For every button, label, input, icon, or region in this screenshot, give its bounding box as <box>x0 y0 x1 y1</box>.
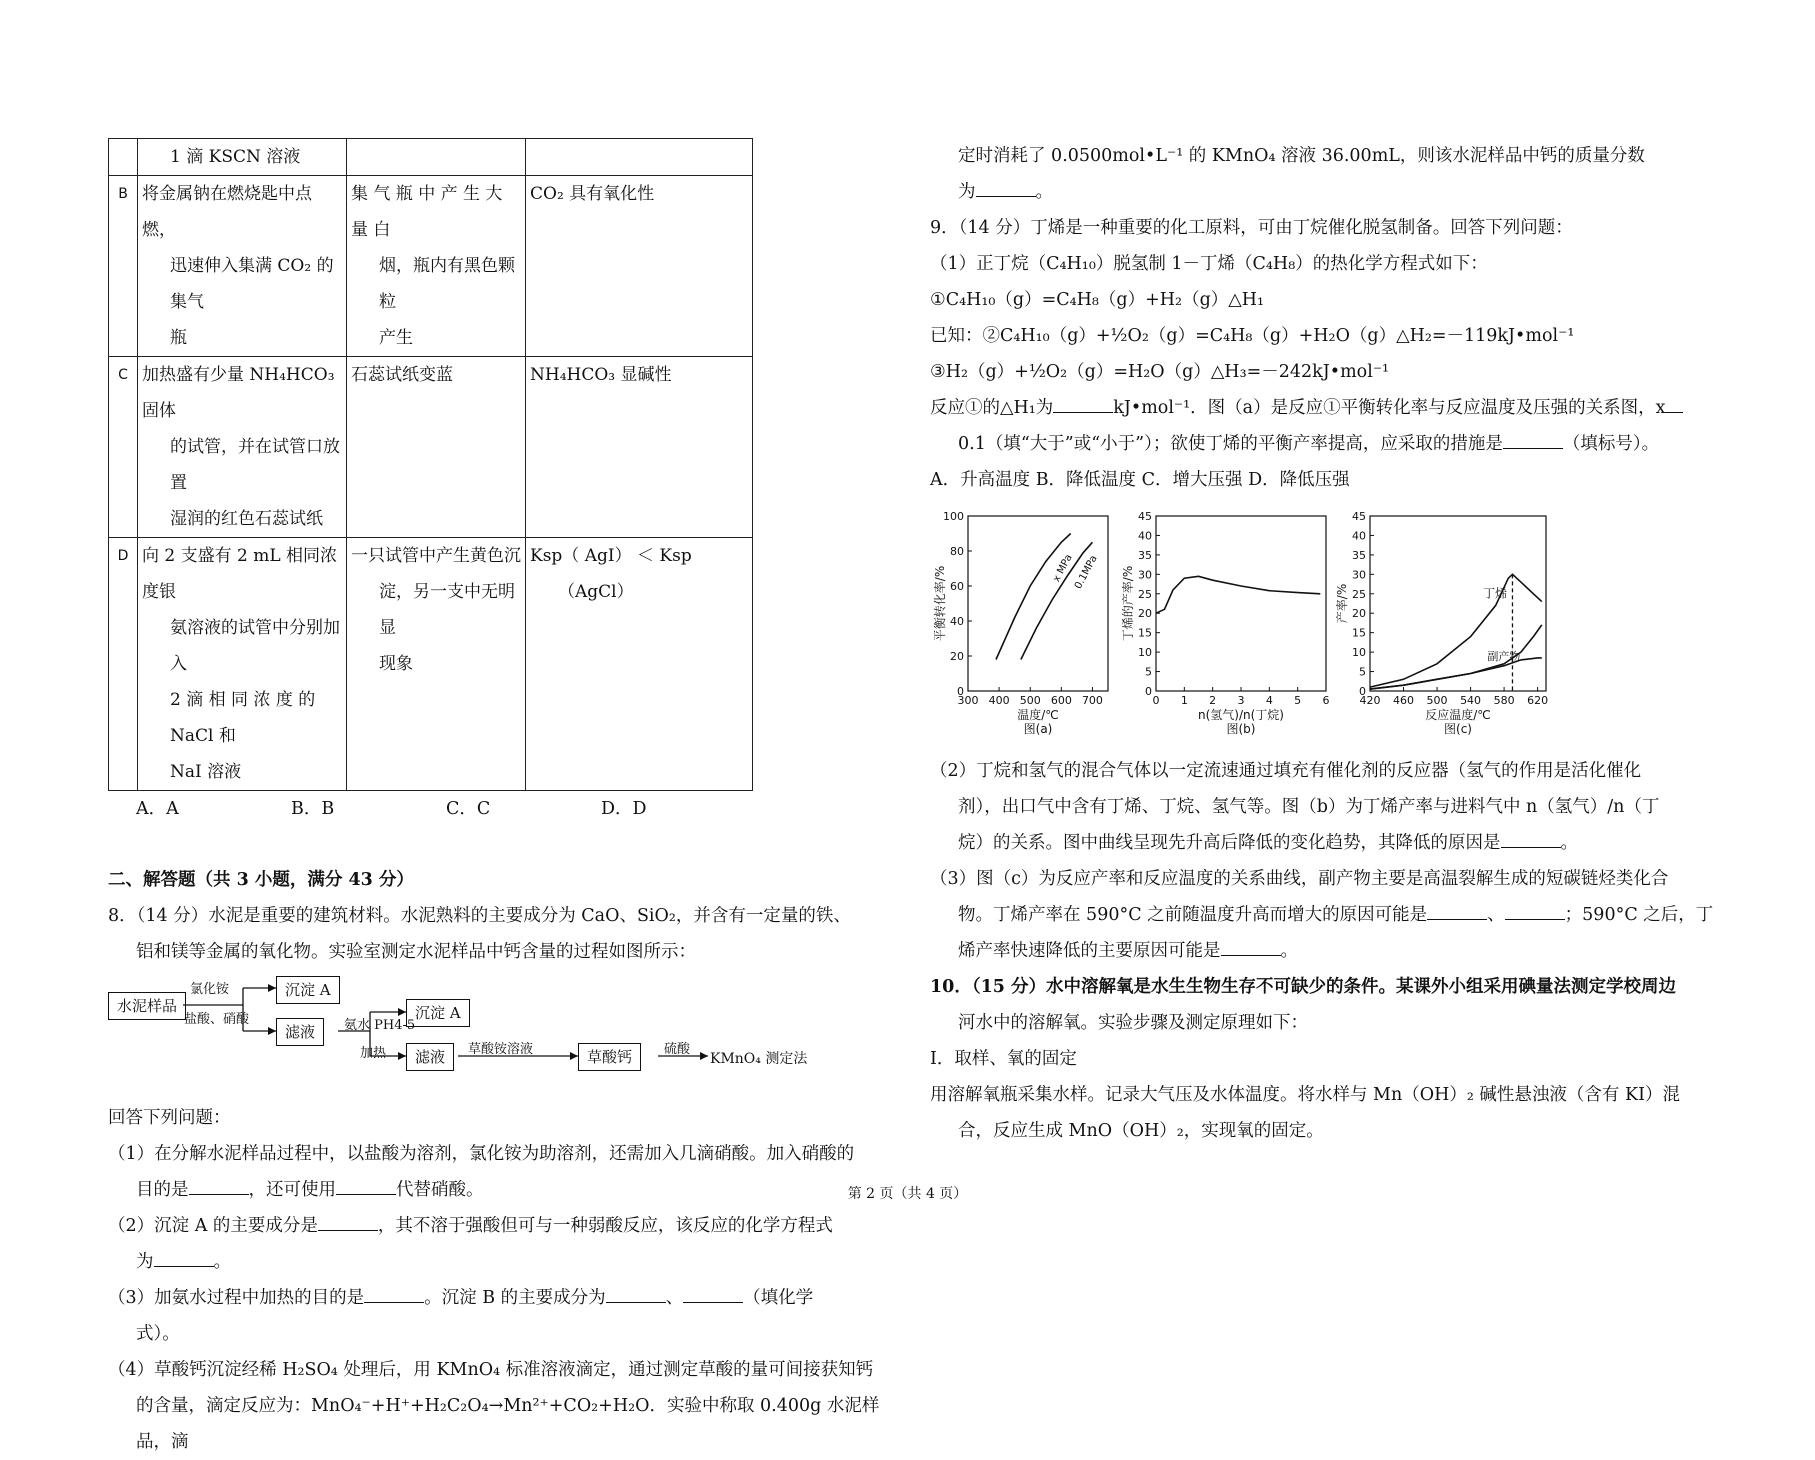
y-tick-label: 0 <box>1145 685 1152 698</box>
answer-blank[interactable] <box>606 1284 666 1303</box>
step-1b: 合，反应生成 MnO（OH）₂，实现氧的固定。 <box>958 1121 1324 1141</box>
plot-frame <box>1156 516 1326 691</box>
series-label: 0.1MPa <box>1072 553 1100 591</box>
q9-head: 9．（14 分）丁烯是一种重要的化工原料，可由丁烷催化脱氢制备。回答下列问题： <box>930 218 1573 238</box>
x-tick-label: 420 <box>1359 694 1381 707</box>
answer-blank[interactable] <box>1221 937 1281 956</box>
answer-blank[interactable] <box>1427 901 1487 920</box>
options-table <box>108 138 753 791</box>
table-cell: 一只试管中产生黄色沉 淀，另一支中无明显 现象 <box>347 538 526 791</box>
row-label: D <box>109 538 138 791</box>
x-tick-label: 580 <box>1493 694 1515 707</box>
q9-options: A．升高温度 B．降低温度 C．增大压强 D．降低压强 <box>930 470 1350 490</box>
x-axis-label: n(氢气)/n(丁烷) <box>1198 708 1284 722</box>
row-label: C <box>109 357 138 538</box>
charts-row <box>930 504 1720 749</box>
x-axis-label: 温度/℃ <box>1017 708 1059 722</box>
x-tick-label: 4 <box>1265 694 1273 707</box>
chart-a-svg <box>930 504 1120 744</box>
step-1a: 用溶解氧瓶采集水样。记录大气压及水体温度。将水样与 Mn（OH）₂ 碱性悬浊液（含有 KI）混 <box>930 1085 1680 1105</box>
y-tick-label: 30 <box>1138 568 1152 582</box>
flow-filtrate-2: 滤液 <box>406 1043 454 1071</box>
x-tick-label: 3 <box>1237 694 1245 707</box>
x-tick-label: 500 <box>1426 694 1448 707</box>
flow-ammonia: 氨水 PH4-5 <box>344 1018 416 1033</box>
q8-part-1a: （1）在分解水泥样品过程中，以盐酸为溶剂，氯化铵为助溶剂，还需加入几滴硝酸。加入硝酸的 <box>108 1144 855 1164</box>
y-tick-label: 15 <box>1138 626 1152 640</box>
choice-c: C．C <box>446 799 491 819</box>
answer-blank[interactable] <box>318 1212 378 1231</box>
q9-part-2b: 剂），出口气中含有丁烯、丁烷、氢气等。图（b）为丁烯产率与进料气中 n（氢气）/n（丁 <box>958 797 1660 817</box>
section-title: 二、解答题（共 3 小题，满分 43 分） <box>108 870 414 890</box>
series-label: x MPa <box>1051 552 1075 584</box>
y-tick-label: 10 <box>1352 646 1366 660</box>
y-tick-label: 45 <box>1138 510 1152 523</box>
q8-part-4b: 的含量，滴定反应为：MnO₄⁻+H⁺+H₂C₂O₄→Mn²⁺+CO₂+H₂O．实验中称取 0.400g 水泥样品，滴 <box>136 1396 880 1452</box>
answer-blank[interactable] <box>976 178 1036 197</box>
x-tick-label: 6 <box>1322 694 1330 707</box>
chart-title: 图(a) <box>1023 722 1053 736</box>
y-tick-label: 45 <box>1352 510 1366 523</box>
annotation-byproduct: 副产物 <box>1487 649 1521 663</box>
flow-oxalate-reagent: 草酸铵溶液 <box>468 1042 534 1057</box>
q10-head-2: 河水中的溶解氧。实验步骤及测定原理如下： <box>958 1013 1308 1033</box>
series-line <box>1156 576 1320 613</box>
flow-kmno4: KMnO₄ 测定法 <box>710 1051 808 1067</box>
flow-sulfuric: 硫酸 <box>664 1042 691 1057</box>
table-row <box>109 139 753 176</box>
table-cell: 集 气 瓶 中 产 生 大 量 白 烟，瓶内有黑色颗粒 产生 <box>347 176 526 357</box>
x-tick-label: 300 <box>957 694 979 707</box>
q8-part-2a: （2）沉淀 A 的主要成分是 ，其不溶于强酸但可与一种弱酸反应，该反应的化学方程式 <box>108 1208 904 1244</box>
flow-reagent-1b: 盐酸、硝酸 <box>184 1012 250 1027</box>
table-cell: 石蕊试纸变蓝 <box>347 357 526 538</box>
table-cell: Ksp（ AgI） ＜ Ksp （AgCl） <box>526 538 753 791</box>
equation-2: 已知：②C₄H₁₀（g）+½O₂（g）=C₄H₈（g）+H₂O（g）△H₂=－119kJ•mol⁻¹ <box>930 326 1575 346</box>
q9-part-2a: （2）丁烷和氢气的混合气体以一定流速通过填充有催化剂的反应器（氢气的作用是活化催化 <box>930 761 1642 781</box>
table-row <box>109 176 753 357</box>
x-tick-label: 700 <box>1081 694 1103 707</box>
x-tick-label: 400 <box>988 694 1010 707</box>
plot-frame <box>1370 516 1546 691</box>
y-tick-label: 80 <box>950 545 964 558</box>
chart-c-svg <box>1336 504 1556 744</box>
q9-part-3c: 烯产率快速降低的主要原因可能是 。 <box>930 933 1720 969</box>
y-tick-label: 10 <box>1138 646 1152 660</box>
table-row <box>109 538 753 791</box>
x-tick-label: 5 <box>1294 694 1302 707</box>
right-column <box>930 138 1720 1149</box>
chart-b <box>1122 504 1334 749</box>
x-tick-label: 540 <box>1460 694 1482 707</box>
y-tick-label: 20 <box>1352 607 1366 621</box>
y-axis-label: 平衡转化率/% <box>933 565 947 642</box>
x-tick-label: 0 <box>1152 694 1160 707</box>
q8-part-2b: 为 。 <box>108 1244 904 1280</box>
table-cell <box>347 139 526 176</box>
answer-blank[interactable] <box>1503 430 1563 449</box>
x-tick-label: 1 <box>1180 694 1188 707</box>
process-flow-diagram <box>108 976 904 1086</box>
y-tick-label: 25 <box>1138 587 1152 601</box>
choice-d: D．D <box>601 799 647 819</box>
y-tick-label: 40 <box>1138 529 1152 543</box>
chart-c <box>1336 504 1556 749</box>
y-axis-label: 丁烯的产率/% <box>1122 565 1135 642</box>
series-line <box>1370 574 1542 687</box>
chart-title: 图(c) <box>1444 722 1472 736</box>
q9-part-3b: 物。丁烯产率在 590°C 之前随温度升高而增大的原因可能是 、 ；590°C 之后，丁 <box>930 897 1720 933</box>
q9-dh: 反应①的△H₁为 kJ•mol⁻¹．图（a）是反应①平衡转化率与反应温度及压强的关系图，x <box>930 390 1720 426</box>
y-tick-label: 40 <box>950 615 964 628</box>
page-footer: 第 2 页（共 4 页） <box>847 1186 968 1202</box>
table-cell: 1 滴 KSCN 溶液 <box>138 139 347 176</box>
y-tick-label: 35 <box>1352 548 1366 562</box>
equation-3: ③H₂（g）+½O₂（g）=H₂O（g）△H₃=－242kJ•mol⁻¹ <box>930 362 1390 382</box>
equation-1: ①C₄H₁₀（g）=C₄H₈（g）+H₂（g）△H₁ <box>930 290 1265 310</box>
y-tick-label: 5 <box>1359 665 1366 679</box>
x-tick-label: 460 <box>1393 694 1415 707</box>
answer-choices <box>136 795 904 820</box>
answer-blank[interactable] <box>1501 829 1561 848</box>
q10-head: 10．（15 分）水中溶解氧是水生生物生存不可缺少的条件。某课外小组采用碘量法测定学校周边 <box>930 977 1677 997</box>
table-cell: CO₂ 具有氧化性 <box>526 176 753 357</box>
y-tick-label: 20 <box>1138 607 1152 621</box>
left-column <box>108 138 904 1460</box>
y-tick-label: 35 <box>1138 548 1152 562</box>
annotation-butene: 丁烯 <box>1483 586 1508 601</box>
chart-title: 图(b) <box>1226 722 1256 736</box>
y-tick-label: 30 <box>1352 568 1366 582</box>
answer-blank[interactable] <box>683 1284 743 1303</box>
y-tick-label: 40 <box>1352 529 1366 543</box>
table-cell <box>526 139 753 176</box>
plot-frame <box>968 516 1108 691</box>
choice-b: B．B <box>291 799 335 819</box>
answer-blank[interactable] <box>1053 394 1113 413</box>
y-tick-label: 60 <box>950 580 964 593</box>
q8-part-1b: 目的是 ，还可使用 代替硝酸。 <box>108 1172 904 1208</box>
flow-precip-a-2: 沉淀 A <box>406 999 470 1027</box>
row-label: B <box>109 176 138 357</box>
q9-part-3a: （3）图（c）为反应产率和反应温度的关系曲线，副产物主要是高温裂解生成的短碳链烃类化合 <box>930 869 1669 889</box>
y-tick-label: 0 <box>1359 685 1366 698</box>
table-cell: 将金属钠在燃烧匙中点燃， 迅速伸入集满 CO₂ 的集气 瓶 <box>138 176 347 357</box>
chart-b-svg <box>1122 504 1334 744</box>
table-cell: 加热盛有少量 NH₄HCO₃ 固体 的试管，并在试管口放置 湿润的红色石蕊试纸 <box>138 357 347 538</box>
q9-part-2c: 烷）的关系。图中曲线呈现先升高后降低的变化趋势，其降低的原因是 。 <box>930 825 1720 861</box>
flow-precip-a: 沉淀 A <box>276 976 340 1004</box>
choice-a: A．A <box>136 799 179 819</box>
y-axis-label: 产率/% <box>1336 583 1349 624</box>
x-tick-label: 500 <box>1019 694 1041 707</box>
answer-blank[interactable] <box>364 1284 424 1303</box>
y-tick-label: 20 <box>950 650 964 663</box>
chart-a <box>930 504 1120 749</box>
x-tick-label: 2 <box>1209 694 1217 707</box>
flow-filtrate-1: 滤液 <box>276 1018 324 1046</box>
q8-part-3a: （3）加氨水过程中加热的目的是 。沉淀 B 的主要成分为 、 （填化学 <box>108 1280 904 1316</box>
answer-blank[interactable] <box>154 1248 214 1267</box>
table-cell: 向 2 支盛有 2 mL 相同浓度银 氨溶液的试管中分别加入 2 滴 相 同 浓 度 的 NaCl 和 NaI 溶液 <box>138 538 347 791</box>
y-tick-label: 100 <box>943 510 964 523</box>
y-tick-label: 5 <box>1145 665 1152 679</box>
series-line <box>996 534 1071 660</box>
x-tick-label: 600 <box>1050 694 1072 707</box>
answer-blank[interactable] <box>1665 394 1683 413</box>
flow-heat: 加热 <box>360 1046 387 1061</box>
q8-part-4d: 为 。 <box>930 174 1720 210</box>
table-cell: NH₄HCO₃ 显碱性 <box>526 357 753 538</box>
flow-calcium-oxalate: 草酸钙 <box>578 1043 641 1071</box>
x-axis-label: 反应温度/℃ <box>1425 708 1491 722</box>
y-tick-label: 25 <box>1352 587 1366 601</box>
q8-head: 8．（14 分）水泥是重要的建筑材料。水泥熟料的主要成分为 CaO、SiO₂，并含有一定量的铁、 <box>108 906 851 926</box>
answer-prompt: 回答下列问题： <box>108 1108 231 1128</box>
flow-reagent-1a: 氯化铵 <box>190 982 230 997</box>
y-tick-label: 0 <box>957 685 964 698</box>
q9-part-1: （1）正丁烷（C₄H₁₀）脱氢制 1－丁烯（C₄H₈）的热化学方程式如下： <box>930 254 1488 274</box>
series-line <box>1021 542 1093 659</box>
flow-sample: 水泥样品 <box>108 992 186 1020</box>
q8-part-4a: （4）草酸钙沉淀经稀 H₂SO₄ 处理后，用 KMnO₄ 标准溶液滴定，通过测定草酸的量可间接获知钙 <box>108 1360 874 1380</box>
q8-part-3b: 式）。 <box>136 1324 180 1344</box>
step-1-title: I．取样、氧的固定 <box>930 1049 1077 1069</box>
q8-head-2: 铝和镁等金属的氧化物。实验室测定水泥样品中钙含量的过程如图所示： <box>136 942 696 962</box>
answer-blank[interactable] <box>1505 901 1565 920</box>
q8-part-4c: 定时消耗了 0.0500mol•L⁻¹ 的 KMnO₄ 溶液 36.00mL，则该水泥样品中钙的质量分数 <box>958 146 1645 166</box>
table-row <box>109 357 753 538</box>
q9-pressure: 0.1（填“大于”或“小于”）；欲使丁烯的平衡产率提高，应采取的措施是 （填标号）。 <box>930 426 1720 462</box>
y-tick-label: 15 <box>1352 626 1366 640</box>
x-tick-label: 620 <box>1527 694 1549 707</box>
